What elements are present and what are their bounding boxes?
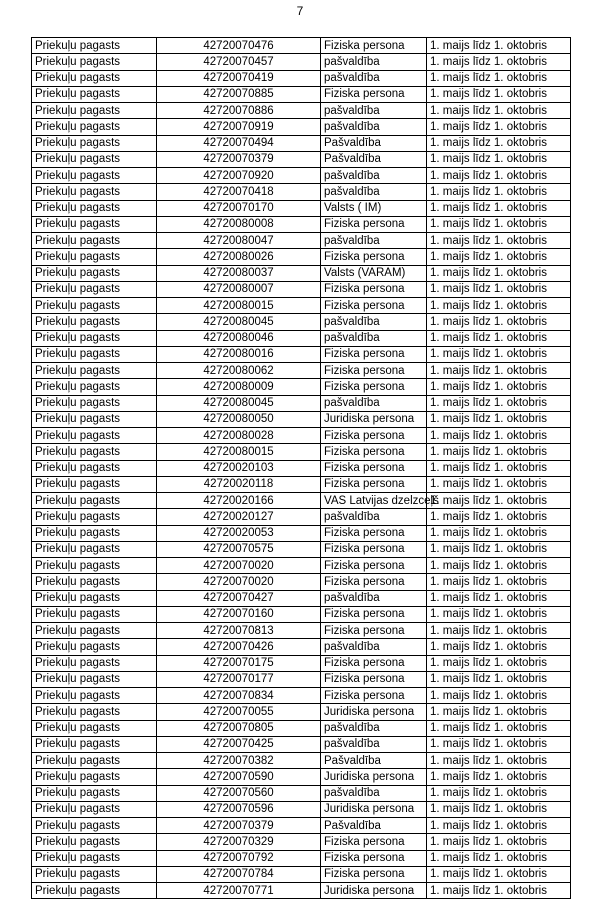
period-cell: 1. maijs līdz 1. oktobris (427, 54, 571, 70)
parish-cell: Priekuļu pagasts (32, 216, 157, 232)
parish-cell: Priekuļu pagasts (32, 103, 157, 119)
owner-cell: pašvaldība (321, 395, 427, 411)
period-cell: 1. maijs līdz 1. oktobris (427, 493, 571, 509)
period-cell: 1. maijs līdz 1. oktobris (427, 444, 571, 460)
period-cell: 1. maijs līdz 1. oktobris (427, 70, 571, 86)
period-cell: 1. maijs līdz 1. oktobris (427, 119, 571, 135)
period-cell: 1. maijs līdz 1. oktobris (427, 395, 571, 411)
period-cell: 1. maijs līdz 1. oktobris (427, 233, 571, 249)
table-row (32, 428, 571, 444)
cadastral-code-cell: 42720070805 (157, 720, 321, 736)
table-row (32, 119, 571, 135)
parish-cell: Priekuļu pagasts (32, 428, 157, 444)
parish-cell: Priekuļu pagasts (32, 314, 157, 330)
owner-cell: pašvaldība (321, 103, 427, 119)
period-cell: 1. maijs līdz 1. oktobris (427, 103, 571, 119)
table-row (32, 184, 571, 200)
owner-cell: pašvaldība (321, 119, 427, 135)
table-row (32, 151, 571, 167)
owner-cell: Pašvaldība (321, 753, 427, 769)
table-row (32, 233, 571, 249)
period-cell: 1. maijs līdz 1. oktobris (427, 704, 571, 720)
owner-cell: Pašvaldība (321, 135, 427, 151)
parish-cell: Priekuļu pagasts (32, 151, 157, 167)
owner-cell: Fiziska persona (321, 655, 427, 671)
period-cell: 1. maijs līdz 1. oktobris (427, 265, 571, 281)
table-row (32, 850, 571, 866)
period-cell: 1. maijs līdz 1. oktobris (427, 200, 571, 216)
period-cell: 1. maijs līdz 1. oktobris (427, 525, 571, 541)
owner-cell: Juridiska persona (321, 883, 427, 899)
period-cell: 1. maijs līdz 1. oktobris (427, 314, 571, 330)
period-cell: 1. maijs līdz 1. oktobris (427, 688, 571, 704)
owner-cell: Fiziska persona (321, 298, 427, 314)
cadastral-code-cell: 42720080026 (157, 249, 321, 265)
cadastral-code-cell: 42720080045 (157, 395, 321, 411)
cadastral-code-cell: 42720070425 (157, 736, 321, 752)
table-row (32, 558, 571, 574)
parish-cell: Priekuļu pagasts (32, 476, 157, 492)
owner-cell: pašvaldība (321, 590, 427, 606)
parish-cell: Priekuļu pagasts (32, 346, 157, 362)
cadastral-code-cell: 42720070426 (157, 639, 321, 655)
cadastral-code-cell: 42720080015 (157, 444, 321, 460)
period-cell: 1. maijs līdz 1. oktobris (427, 720, 571, 736)
owner-cell: Fiziska persona (321, 379, 427, 395)
table-row (32, 509, 571, 525)
period-cell: 1. maijs līdz 1. oktobris (427, 379, 571, 395)
period-cell: 1. maijs līdz 1. oktobris (427, 769, 571, 785)
period-cell: 1. maijs līdz 1. oktobris (427, 476, 571, 492)
period-cell: 1. maijs līdz 1. oktobris (427, 655, 571, 671)
cadastral-code-cell: 42720070427 (157, 590, 321, 606)
cadastral-code-cell: 42720080007 (157, 281, 321, 297)
owner-cell: pašvaldība (321, 785, 427, 801)
cadastral-code-cell: 42720070170 (157, 200, 321, 216)
parish-cell: Priekuļu pagasts (32, 866, 157, 882)
owner-cell: Fiziska persona (321, 541, 427, 557)
parish-cell: Priekuļu pagasts (32, 363, 157, 379)
period-cell: 1. maijs līdz 1. oktobris (427, 330, 571, 346)
table-row (32, 525, 571, 541)
parish-cell: Priekuļu pagasts (32, 411, 157, 427)
parish-cell: Priekuļu pagasts (32, 883, 157, 899)
period-cell: 1. maijs līdz 1. oktobris (427, 785, 571, 801)
parish-cell: Priekuļu pagasts (32, 801, 157, 817)
cadastral-code-cell: 42720080008 (157, 216, 321, 232)
parish-cell: Priekuļu pagasts (32, 688, 157, 704)
parish-cell: Priekuļu pagasts (32, 460, 157, 476)
owner-cell: Fiziska persona (321, 606, 427, 622)
cadastral-code-cell: 42720020103 (157, 460, 321, 476)
period-cell: 1. maijs līdz 1. oktobris (427, 184, 571, 200)
table-row (32, 801, 571, 817)
period-cell: 1. maijs līdz 1. oktobris (427, 216, 571, 232)
table-row (32, 265, 571, 281)
owner-cell: pašvaldība (321, 736, 427, 752)
parish-cell: Priekuļu pagasts (32, 736, 157, 752)
table-row (32, 720, 571, 736)
cadastral-code-cell: 42720080016 (157, 346, 321, 362)
table-row (32, 769, 571, 785)
owner-cell: Fiziska persona (321, 444, 427, 460)
parish-cell: Priekuļu pagasts (32, 655, 157, 671)
table-row (32, 54, 571, 70)
table-row (32, 606, 571, 622)
owner-cell: Fiziska persona (321, 460, 427, 476)
parish-cell: Priekuļu pagasts (32, 509, 157, 525)
owner-cell: Fiziska persona (321, 428, 427, 444)
table-row (32, 38, 571, 54)
cadastral-code-cell: 42720020118 (157, 476, 321, 492)
owner-cell: Fiziska persona (321, 834, 427, 850)
parish-cell: Priekuļu pagasts (32, 379, 157, 395)
owner-cell: Fiziska persona (321, 850, 427, 866)
parish-cell: Priekuļu pagasts (32, 119, 157, 135)
parish-cell: Priekuļu pagasts (32, 200, 157, 216)
table-row (32, 688, 571, 704)
cadastral-code-cell: 42720080009 (157, 379, 321, 395)
cadastral-code-cell: 42720070813 (157, 623, 321, 639)
parish-cell: Priekuļu pagasts (32, 233, 157, 249)
period-cell: 1. maijs līdz 1. oktobris (427, 866, 571, 882)
parish-cell: Priekuļu pagasts (32, 38, 157, 54)
table-row (32, 639, 571, 655)
owner-cell: Fiziska persona (321, 216, 427, 232)
table-row (32, 103, 571, 119)
table-row (32, 444, 571, 460)
table-row (32, 736, 571, 752)
table-row (32, 411, 571, 427)
owner-cell: VAS Latvijas dzelzceļš (321, 493, 427, 509)
cadastral-code-cell: 42720020127 (157, 509, 321, 525)
period-cell: 1. maijs līdz 1. oktobris (427, 801, 571, 817)
cadastral-code-cell: 42720070886 (157, 103, 321, 119)
period-cell: 1. maijs līdz 1. oktobris (427, 346, 571, 362)
parish-cell: Priekuļu pagasts (32, 330, 157, 346)
period-cell: 1. maijs līdz 1. oktobris (427, 590, 571, 606)
parish-cell: Priekuļu pagasts (32, 558, 157, 574)
table-row (32, 86, 571, 102)
parish-cell: Priekuļu pagasts (32, 493, 157, 509)
parish-cell: Priekuļu pagasts (32, 753, 157, 769)
cadastral-code-cell: 42720070834 (157, 688, 321, 704)
parish-cell: Priekuļu pagasts (32, 818, 157, 834)
owner-cell: pašvaldība (321, 509, 427, 525)
period-cell: 1. maijs līdz 1. oktobris (427, 460, 571, 476)
parcel-table (31, 37, 571, 899)
table-row (32, 493, 571, 509)
period-cell: 1. maijs līdz 1. oktobris (427, 623, 571, 639)
table-row (32, 704, 571, 720)
parish-cell: Priekuļu pagasts (32, 70, 157, 86)
cadastral-code-cell: 42720070329 (157, 834, 321, 850)
owner-cell: Fiziska persona (321, 249, 427, 265)
owner-cell: Fiziska persona (321, 281, 427, 297)
period-cell: 1. maijs līdz 1. oktobris (427, 38, 571, 54)
parish-cell: Priekuļu pagasts (32, 720, 157, 736)
cadastral-code-cell: 42720070792 (157, 850, 321, 866)
parish-cell: Priekuļu pagasts (32, 86, 157, 102)
cadastral-code-cell: 42720070919 (157, 119, 321, 135)
cadastral-code-cell: 42720080028 (157, 428, 321, 444)
cadastral-code-cell: 42720080062 (157, 363, 321, 379)
owner-cell: Valsts ( IM) (321, 200, 427, 216)
cadastral-code-cell: 42720080015 (157, 298, 321, 314)
table-row (32, 346, 571, 362)
parish-cell: Priekuļu pagasts (32, 54, 157, 70)
table-row (32, 395, 571, 411)
parish-cell: Priekuļu pagasts (32, 168, 157, 184)
period-cell: 1. maijs līdz 1. oktobris (427, 151, 571, 167)
table-row (32, 330, 571, 346)
owner-cell: Juridiska persona (321, 411, 427, 427)
cadastral-code-cell: 42720070379 (157, 818, 321, 834)
parish-cell: Priekuļu pagasts (32, 785, 157, 801)
parish-cell: Priekuļu pagasts (32, 281, 157, 297)
parish-cell: Priekuļu pagasts (32, 541, 157, 557)
owner-cell: Juridiska persona (321, 704, 427, 720)
table-row (32, 834, 571, 850)
period-cell: 1. maijs līdz 1. oktobris (427, 606, 571, 622)
period-cell: 1. maijs līdz 1. oktobris (427, 883, 571, 899)
cadastral-code-cell: 42720070160 (157, 606, 321, 622)
parcel-table-body (32, 38, 571, 899)
period-cell: 1. maijs līdz 1. oktobris (427, 850, 571, 866)
cadastral-code-cell: 42720070784 (157, 866, 321, 882)
parish-cell: Priekuļu pagasts (32, 395, 157, 411)
table-row (32, 753, 571, 769)
parish-cell: Priekuļu pagasts (32, 639, 157, 655)
table-row (32, 216, 571, 232)
owner-cell: pašvaldība (321, 720, 427, 736)
period-cell: 1. maijs līdz 1. oktobris (427, 428, 571, 444)
parish-cell: Priekuļu pagasts (32, 769, 157, 785)
owner-cell: Fiziska persona (321, 558, 427, 574)
cadastral-code-cell: 42720020166 (157, 493, 321, 509)
cadastral-code-cell: 42720070055 (157, 704, 321, 720)
owner-cell: Fiziska persona (321, 574, 427, 590)
period-cell: 1. maijs līdz 1. oktobris (427, 363, 571, 379)
table-row (32, 671, 571, 687)
cadastral-code-cell: 42720070382 (157, 753, 321, 769)
table-row (32, 866, 571, 882)
table-row (32, 460, 571, 476)
parish-cell: Priekuļu pagasts (32, 135, 157, 151)
table-row (32, 785, 571, 801)
cadastral-code-cell: 42720080047 (157, 233, 321, 249)
period-cell: 1. maijs līdz 1. oktobris (427, 298, 571, 314)
period-cell: 1. maijs līdz 1. oktobris (427, 671, 571, 687)
owner-cell: pašvaldība (321, 70, 427, 86)
owner-cell: Fiziska persona (321, 363, 427, 379)
cadastral-code-cell: 42720070020 (157, 558, 321, 574)
table-row (32, 249, 571, 265)
period-cell: 1. maijs līdz 1. oktobris (427, 249, 571, 265)
cadastral-code-cell: 42720070885 (157, 86, 321, 102)
table-row (32, 135, 571, 151)
owner-cell: Valsts (VARAM) (321, 265, 427, 281)
cadastral-code-cell: 42720020053 (157, 525, 321, 541)
cadastral-code-cell: 42720070418 (157, 184, 321, 200)
owner-cell: Fiziska persona (321, 688, 427, 704)
owner-cell: Pašvaldība (321, 818, 427, 834)
cadastral-code-cell: 42720070575 (157, 541, 321, 557)
owner-cell: Fiziska persona (321, 38, 427, 54)
table-row (32, 883, 571, 899)
cadastral-code-cell: 42720080045 (157, 314, 321, 330)
table-row (32, 574, 571, 590)
owner-cell: pašvaldība (321, 54, 427, 70)
parish-cell: Priekuļu pagasts (32, 834, 157, 850)
period-cell: 1. maijs līdz 1. oktobris (427, 818, 571, 834)
period-cell: 1. maijs līdz 1. oktobris (427, 168, 571, 184)
table-row (32, 818, 571, 834)
cadastral-code-cell: 42720070771 (157, 883, 321, 899)
table-row (32, 379, 571, 395)
owner-cell: Fiziska persona (321, 525, 427, 541)
table-row (32, 168, 571, 184)
owner-cell: Juridiska persona (321, 769, 427, 785)
table-row (32, 363, 571, 379)
cadastral-code-cell: 42720080050 (157, 411, 321, 427)
period-cell: 1. maijs līdz 1. oktobris (427, 834, 571, 850)
table-row (32, 476, 571, 492)
parish-cell: Priekuļu pagasts (32, 298, 157, 314)
owner-cell: pašvaldība (321, 168, 427, 184)
owner-cell: Fiziska persona (321, 866, 427, 882)
parish-cell: Priekuļu pagasts (32, 671, 157, 687)
owner-cell: pašvaldība (321, 233, 427, 249)
parish-cell: Priekuļu pagasts (32, 623, 157, 639)
table-row (32, 655, 571, 671)
cadastral-code-cell: 42720080046 (157, 330, 321, 346)
cadastral-code-cell: 42720070379 (157, 151, 321, 167)
parish-cell: Priekuļu pagasts (32, 606, 157, 622)
period-cell: 1. maijs līdz 1. oktobris (427, 86, 571, 102)
cadastral-code-cell: 42720070494 (157, 135, 321, 151)
cadastral-code-cell: 42720070419 (157, 70, 321, 86)
table-row (32, 623, 571, 639)
owner-cell: Pašvaldība (321, 151, 427, 167)
cadastral-code-cell: 42720070457 (157, 54, 321, 70)
period-cell: 1. maijs līdz 1. oktobris (427, 411, 571, 427)
owner-cell: Fiziska persona (321, 346, 427, 362)
owner-cell: Fiziska persona (321, 623, 427, 639)
period-cell: 1. maijs līdz 1. oktobris (427, 558, 571, 574)
cadastral-code-cell: 42720070920 (157, 168, 321, 184)
table-row (32, 200, 571, 216)
table-row (32, 314, 571, 330)
owner-cell: Fiziska persona (321, 476, 427, 492)
period-cell: 1. maijs līdz 1. oktobris (427, 736, 571, 752)
period-cell: 1. maijs līdz 1. oktobris (427, 135, 571, 151)
table-row (32, 590, 571, 606)
period-cell: 1. maijs līdz 1. oktobris (427, 509, 571, 525)
parish-cell: Priekuļu pagasts (32, 265, 157, 281)
parish-cell: Priekuļu pagasts (32, 525, 157, 541)
cadastral-code-cell: 42720070476 (157, 38, 321, 54)
period-cell: 1. maijs līdz 1. oktobris (427, 541, 571, 557)
period-cell: 1. maijs līdz 1. oktobris (427, 753, 571, 769)
cadastral-code-cell: 42720070020 (157, 574, 321, 590)
period-cell: 1. maijs līdz 1. oktobris (427, 574, 571, 590)
cadastral-code-cell: 42720070560 (157, 785, 321, 801)
cadastral-code-cell: 42720070596 (157, 801, 321, 817)
period-cell: 1. maijs līdz 1. oktobris (427, 281, 571, 297)
table-row (32, 541, 571, 557)
cadastral-code-cell: 42720080037 (157, 265, 321, 281)
period-cell: 1. maijs līdz 1. oktobris (427, 639, 571, 655)
parish-cell: Priekuļu pagasts (32, 249, 157, 265)
cadastral-code-cell: 42720070175 (157, 655, 321, 671)
parish-cell: Priekuļu pagasts (32, 444, 157, 460)
cadastral-code-cell: 42720070177 (157, 671, 321, 687)
parish-cell: Priekuļu pagasts (32, 850, 157, 866)
parish-cell: Priekuļu pagasts (32, 704, 157, 720)
owner-cell: Juridiska persona (321, 801, 427, 817)
owner-cell: pašvaldība (321, 330, 427, 346)
owner-cell: pašvaldība (321, 639, 427, 655)
owner-cell: Fiziska persona (321, 671, 427, 687)
parish-cell: Priekuļu pagasts (32, 590, 157, 606)
table-row (32, 70, 571, 86)
owner-cell: pašvaldība (321, 184, 427, 200)
parish-cell: Priekuļu pagasts (32, 574, 157, 590)
cadastral-code-cell: 42720070590 (157, 769, 321, 785)
table-row (32, 298, 571, 314)
page-number: 7 (296, 4, 304, 18)
parish-cell: Priekuļu pagasts (32, 184, 157, 200)
table-row (32, 281, 571, 297)
owner-cell: Fiziska persona (321, 86, 427, 102)
owner-cell: pašvaldība (321, 314, 427, 330)
